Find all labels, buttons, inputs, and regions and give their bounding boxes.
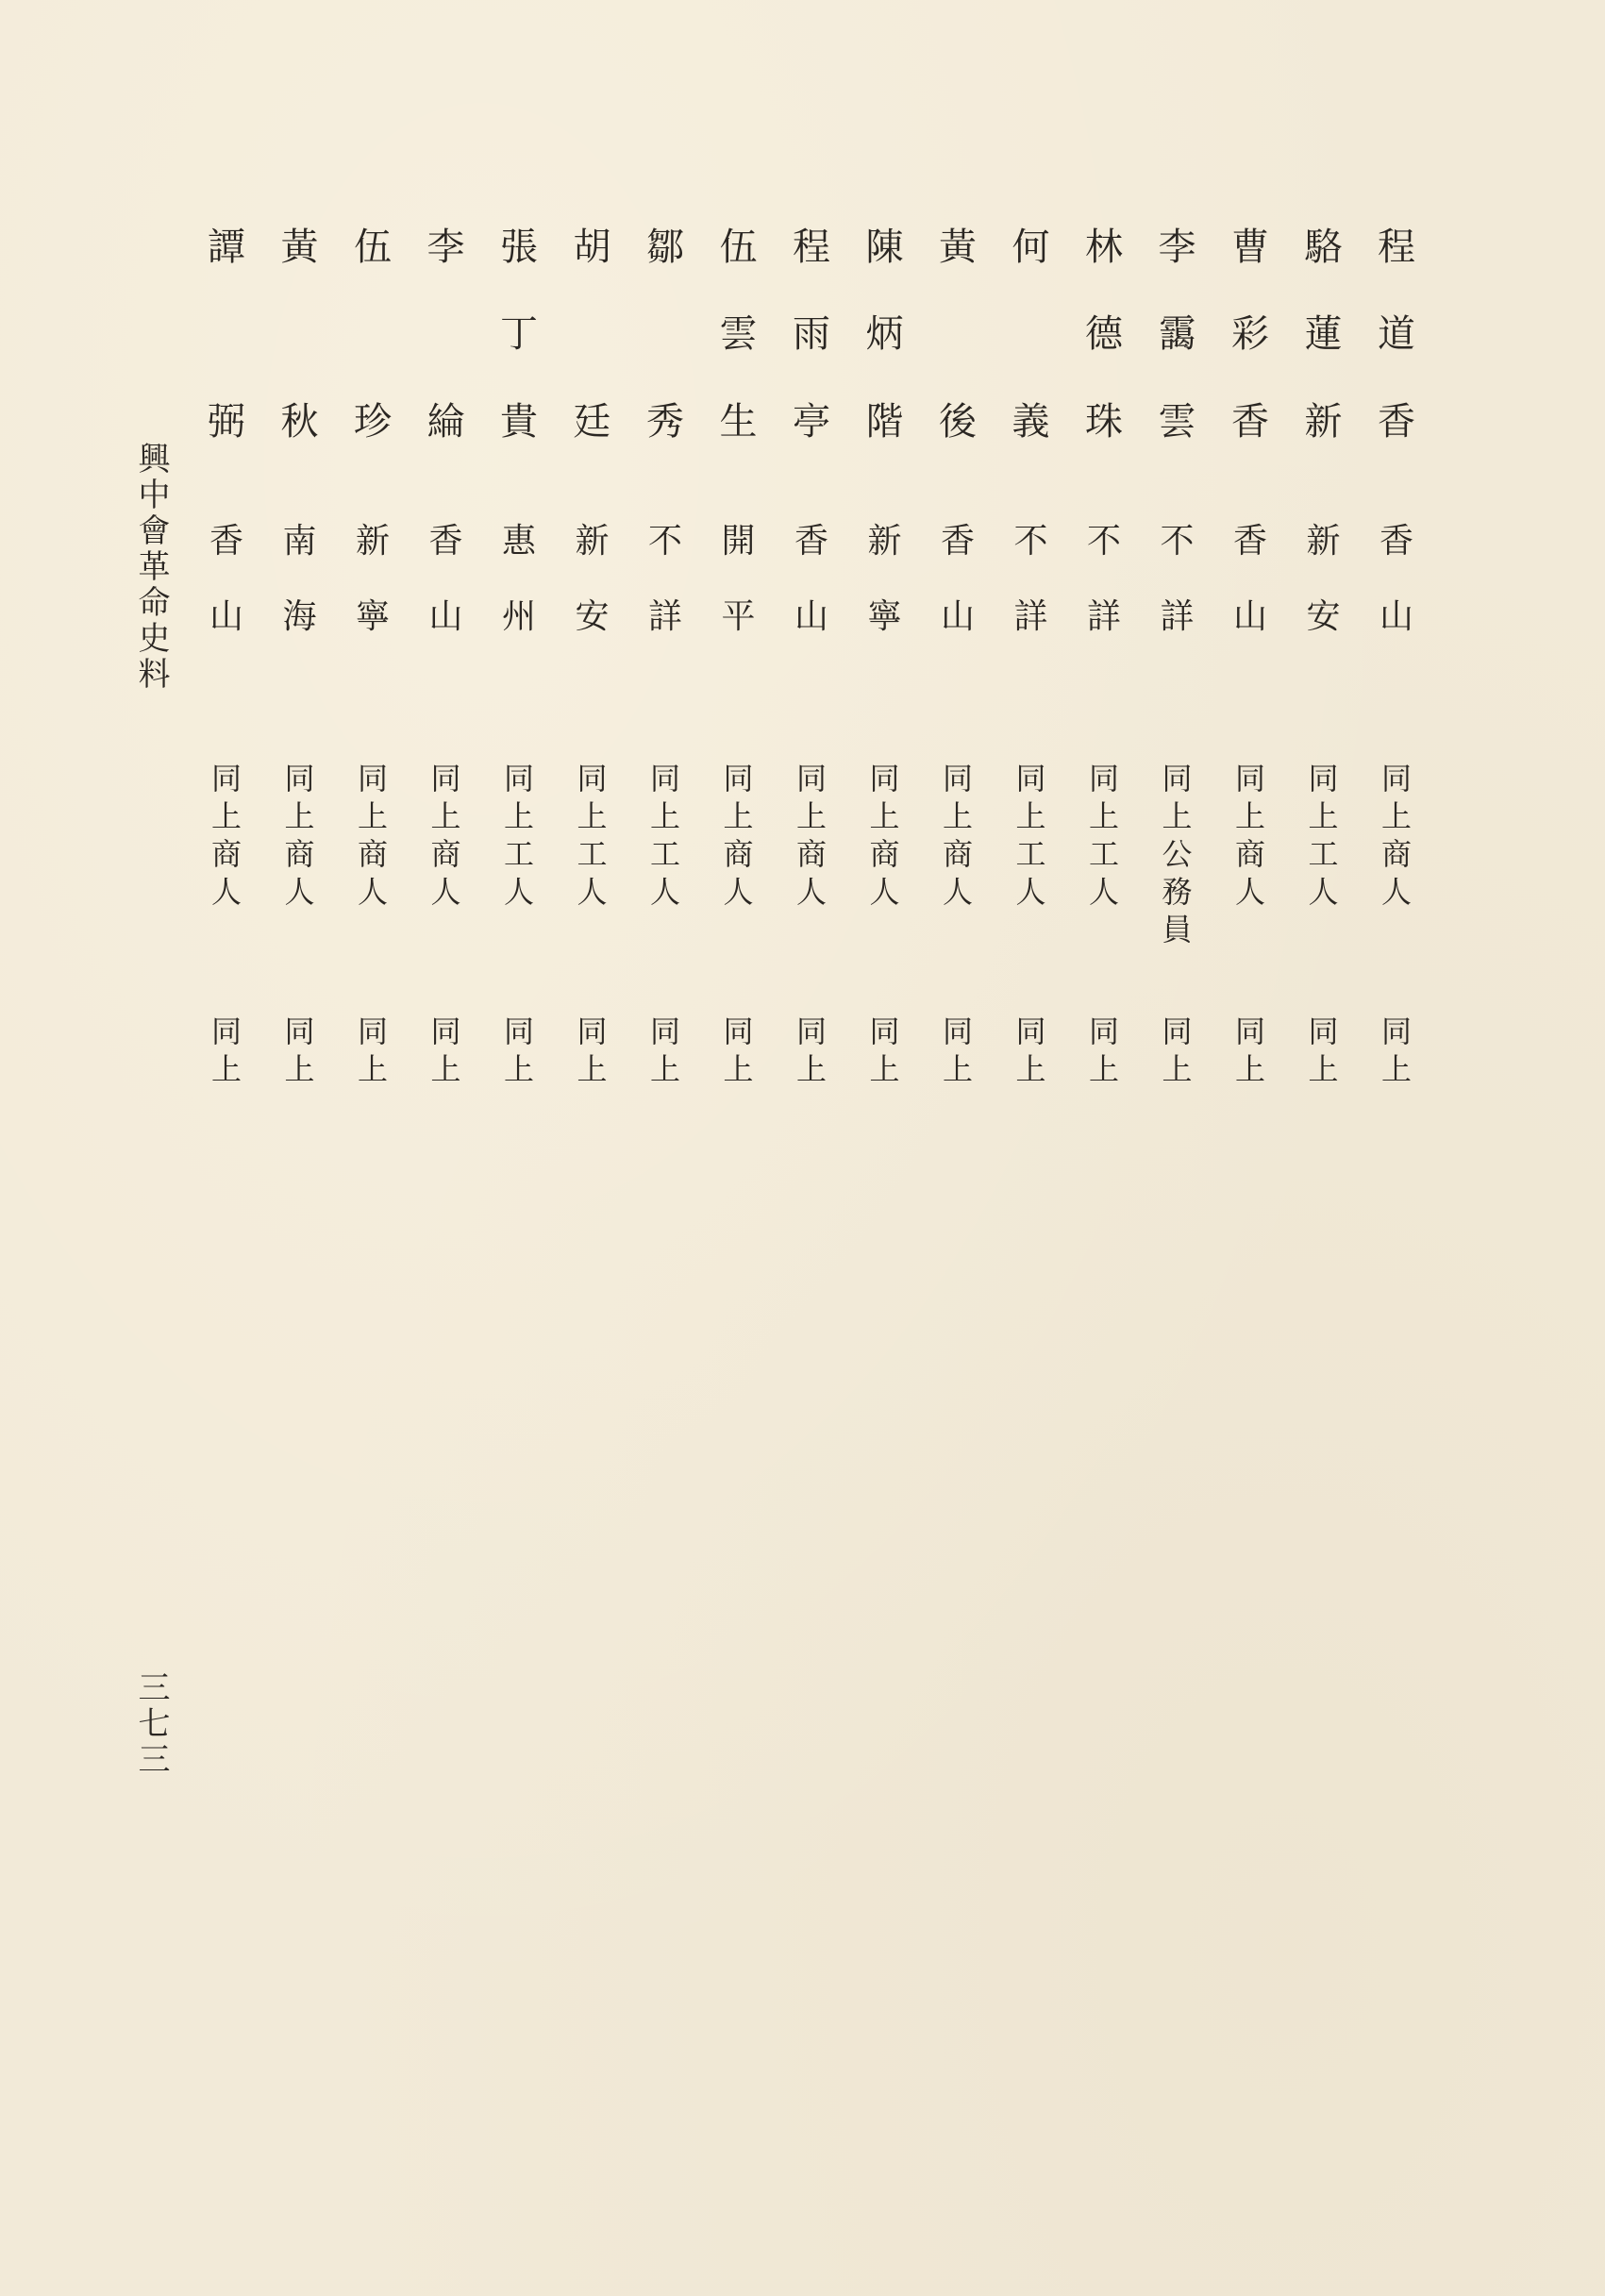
note2-character: 上 xyxy=(1308,1051,1339,1087)
name-character: 鄒 xyxy=(646,226,684,269)
note-character: 人 xyxy=(577,874,608,910)
note-character: 商 xyxy=(1380,836,1412,872)
name-character: 秋 xyxy=(280,400,319,444)
note-character: 上 xyxy=(649,798,680,834)
name-character: 德 xyxy=(1085,312,1123,356)
register-entry xyxy=(998,0,1064,1132)
name-character: 道 xyxy=(1378,312,1415,356)
note2-character: 同 xyxy=(1380,1014,1412,1049)
note-character: 商 xyxy=(357,836,388,872)
note2-character: 同 xyxy=(1015,1014,1046,1049)
note2-character: 同 xyxy=(284,1014,315,1049)
note-character: 商 xyxy=(430,836,461,872)
note-character: 上 xyxy=(869,798,900,834)
note2-character: 上 xyxy=(210,1051,242,1087)
origin-character: 詳 xyxy=(1086,597,1121,636)
register-entry xyxy=(340,0,406,1132)
origin-character: 山 xyxy=(940,597,975,636)
note-character: 員 xyxy=(1162,912,1193,947)
note2-character: 同 xyxy=(503,1014,534,1049)
name-character: 靄 xyxy=(1158,312,1196,356)
note2-character: 上 xyxy=(577,1051,608,1087)
register-entry xyxy=(1071,0,1137,1132)
origin-character: 山 xyxy=(209,597,243,636)
note-character: 同 xyxy=(503,761,534,796)
register-entry xyxy=(413,0,479,1132)
note-character: 人 xyxy=(723,874,754,910)
name-character: 丁 xyxy=(500,312,538,356)
note2-character: 上 xyxy=(723,1051,754,1087)
register-entry xyxy=(1145,0,1211,1132)
name-character: 生 xyxy=(719,400,758,444)
note2-character: 同 xyxy=(430,1014,461,1049)
origin-character: 惠 xyxy=(501,522,536,561)
name-character: 亭 xyxy=(793,400,830,444)
origin-character: 南 xyxy=(282,522,317,561)
origin-character: 詳 xyxy=(1013,597,1048,636)
name-character: 黃 xyxy=(939,226,977,269)
note-character: 上 xyxy=(795,798,827,834)
origin-character: 詳 xyxy=(1160,597,1195,636)
name-character: 程 xyxy=(1378,226,1415,269)
note2-character: 上 xyxy=(1088,1051,1119,1087)
note2-character: 同 xyxy=(357,1014,388,1049)
note-character: 同 xyxy=(577,761,608,796)
note-character: 同 xyxy=(1234,761,1265,796)
note2-character: 同 xyxy=(577,1014,608,1049)
note2-character: 同 xyxy=(210,1014,242,1049)
origin-character: 不 xyxy=(647,522,682,561)
name-character: 彩 xyxy=(1231,312,1269,356)
note-character: 商 xyxy=(284,836,315,872)
note-character: 商 xyxy=(210,836,242,872)
note-character: 同 xyxy=(357,761,388,796)
origin-character: 安 xyxy=(1306,597,1341,636)
note-character: 上 xyxy=(1308,798,1339,834)
note-character: 工 xyxy=(649,836,680,872)
note-character: 同 xyxy=(210,761,242,796)
name-character: 黃 xyxy=(280,226,319,269)
note-character: 人 xyxy=(649,874,680,910)
origin-character: 新 xyxy=(575,522,610,561)
note-character: 上 xyxy=(430,798,461,834)
register-entry xyxy=(486,0,552,1132)
note2-character: 上 xyxy=(357,1051,388,1087)
note-character: 務 xyxy=(1162,874,1193,910)
register-entry xyxy=(1291,0,1357,1132)
name-character: 雲 xyxy=(719,312,758,356)
origin-character: 詳 xyxy=(647,597,682,636)
note2-character: 同 xyxy=(1308,1014,1339,1049)
name-character: 義 xyxy=(1011,400,1050,444)
origin-character: 寧 xyxy=(867,597,902,636)
note-character: 上 xyxy=(284,798,315,834)
name-character: 秀 xyxy=(646,400,684,444)
name-character: 香 xyxy=(1231,400,1269,444)
name-character: 林 xyxy=(1085,226,1123,269)
note-character: 人 xyxy=(942,874,973,910)
name-character: 新 xyxy=(1304,400,1343,444)
note-character: 公 xyxy=(1162,836,1193,872)
note2-character: 上 xyxy=(503,1051,534,1087)
origin-character: 不 xyxy=(1086,522,1121,561)
note-character: 人 xyxy=(795,874,827,910)
name-character: 珍 xyxy=(354,400,392,444)
register-entry xyxy=(632,0,698,1132)
name-character: 譚 xyxy=(208,226,245,269)
note-character: 人 xyxy=(1015,874,1046,910)
name-character: 貴 xyxy=(500,400,538,444)
note-character: 工 xyxy=(1088,836,1119,872)
note2-character: 上 xyxy=(1015,1051,1046,1087)
origin-character: 山 xyxy=(428,597,463,636)
origin-character: 平 xyxy=(721,597,756,636)
origin-character: 不 xyxy=(1013,522,1048,561)
register-entry xyxy=(925,0,991,1132)
note-character: 上 xyxy=(1088,798,1119,834)
note-character: 人 xyxy=(1308,874,1339,910)
running-title-text: 興中會革命史料 xyxy=(132,442,170,693)
note-character: 上 xyxy=(503,798,534,834)
note-character: 同 xyxy=(869,761,900,796)
note2-character: 同 xyxy=(1234,1014,1265,1049)
note-character: 人 xyxy=(1088,874,1119,910)
name-character: 曹 xyxy=(1231,226,1269,269)
note-character: 上 xyxy=(1234,798,1265,834)
name-character: 駱 xyxy=(1304,226,1343,269)
note-character: 上 xyxy=(1162,798,1193,834)
note-character: 上 xyxy=(210,798,242,834)
register-entry xyxy=(706,0,772,1132)
origin-character: 香 xyxy=(428,522,463,561)
note2-character: 同 xyxy=(869,1014,900,1049)
name-character: 李 xyxy=(1158,226,1196,269)
note-character: 人 xyxy=(503,874,534,910)
origin-character: 安 xyxy=(575,597,610,636)
name-character: 珠 xyxy=(1085,400,1123,444)
origin-character: 香 xyxy=(940,522,975,561)
note-character: 商 xyxy=(1234,836,1265,872)
note-character: 上 xyxy=(723,798,754,834)
note-character: 上 xyxy=(577,798,608,834)
note2-character: 同 xyxy=(649,1014,680,1049)
register-entry xyxy=(193,0,259,1132)
register-entry xyxy=(1363,0,1429,1132)
note2-character: 上 xyxy=(795,1051,827,1087)
origin-character: 山 xyxy=(1379,597,1413,636)
note-character: 同 xyxy=(942,761,973,796)
register-entry xyxy=(1217,0,1283,1132)
origin-character: 香 xyxy=(1379,522,1413,561)
name-character: 雨 xyxy=(793,312,830,356)
name-character: 何 xyxy=(1011,226,1050,269)
note-character: 同 xyxy=(649,761,680,796)
name-character: 蓮 xyxy=(1304,312,1343,356)
note-character: 工 xyxy=(577,836,608,872)
origin-character: 寧 xyxy=(355,597,390,636)
note-character: 上 xyxy=(1015,798,1046,834)
name-character: 伍 xyxy=(719,226,758,269)
origin-character: 香 xyxy=(1232,522,1267,561)
origin-character: 開 xyxy=(721,522,756,561)
name-character: 香 xyxy=(1378,400,1415,444)
note2-character: 上 xyxy=(942,1051,973,1087)
origin-character: 香 xyxy=(794,522,828,561)
note-character: 同 xyxy=(1308,761,1339,796)
note2-character: 上 xyxy=(649,1051,680,1087)
note-character: 同 xyxy=(284,761,315,796)
note-character: 上 xyxy=(357,798,388,834)
note-character: 同 xyxy=(430,761,461,796)
name-character: 陳 xyxy=(865,226,904,269)
note2-character: 同 xyxy=(942,1014,973,1049)
register-entry xyxy=(778,0,844,1132)
name-character: 炳 xyxy=(865,312,904,356)
note-character: 工 xyxy=(503,836,534,872)
note2-character: 同 xyxy=(1162,1014,1193,1049)
note-character: 人 xyxy=(210,874,242,910)
name-character: 伍 xyxy=(354,226,392,269)
note-character: 同 xyxy=(1015,761,1046,796)
name-character: 張 xyxy=(500,226,538,269)
note2-character: 上 xyxy=(1234,1051,1265,1087)
origin-character: 州 xyxy=(501,597,536,636)
name-character: 弼 xyxy=(208,400,245,444)
name-character: 階 xyxy=(865,400,904,444)
note-character: 人 xyxy=(357,874,388,910)
name-character: 後 xyxy=(939,400,977,444)
note-character: 商 xyxy=(869,836,900,872)
origin-character: 香 xyxy=(209,522,243,561)
register-entry xyxy=(852,0,918,1132)
note-character: 人 xyxy=(1234,874,1265,910)
note2-character: 同 xyxy=(723,1014,754,1049)
note-character: 同 xyxy=(1088,761,1119,796)
note-character: 商 xyxy=(723,836,754,872)
note2-character: 上 xyxy=(1162,1051,1193,1087)
note-character: 同 xyxy=(1380,761,1412,796)
note-character: 工 xyxy=(1308,836,1339,872)
note-character: 同 xyxy=(1162,761,1193,796)
origin-character: 海 xyxy=(282,597,317,636)
note-character: 上 xyxy=(942,798,973,834)
name-character: 綸 xyxy=(426,400,465,444)
note-character: 人 xyxy=(430,874,461,910)
note2-character: 上 xyxy=(1380,1051,1412,1087)
note-character: 商 xyxy=(795,836,827,872)
page-number-text: 三七三 xyxy=(132,1670,170,1778)
register-entry xyxy=(560,0,626,1132)
register-entry xyxy=(267,0,333,1132)
name-character: 李 xyxy=(426,226,465,269)
note2-character: 上 xyxy=(430,1051,461,1087)
name-character: 雲 xyxy=(1158,400,1196,444)
running-title xyxy=(123,442,179,701)
note-character: 工 xyxy=(1015,836,1046,872)
note-character: 同 xyxy=(795,761,827,796)
note-character: 商 xyxy=(942,836,973,872)
note2-character: 上 xyxy=(869,1051,900,1087)
origin-character: 新 xyxy=(867,522,902,561)
note2-character: 同 xyxy=(795,1014,827,1049)
origin-character: 不 xyxy=(1160,522,1195,561)
origin-character: 山 xyxy=(1232,597,1267,636)
note-character: 人 xyxy=(869,874,900,910)
origin-character: 新 xyxy=(1306,522,1341,561)
note-character: 同 xyxy=(723,761,754,796)
name-character: 程 xyxy=(793,226,830,269)
origin-character: 新 xyxy=(355,522,390,561)
name-character: 廷 xyxy=(573,400,611,444)
note-character: 人 xyxy=(1380,874,1412,910)
note-character: 人 xyxy=(284,874,315,910)
page-number xyxy=(123,1670,179,1786)
note2-character: 同 xyxy=(1088,1014,1119,1049)
note-character: 上 xyxy=(1380,798,1412,834)
name-character: 胡 xyxy=(573,226,611,269)
origin-character: 山 xyxy=(794,597,828,636)
note2-character: 上 xyxy=(284,1051,315,1087)
